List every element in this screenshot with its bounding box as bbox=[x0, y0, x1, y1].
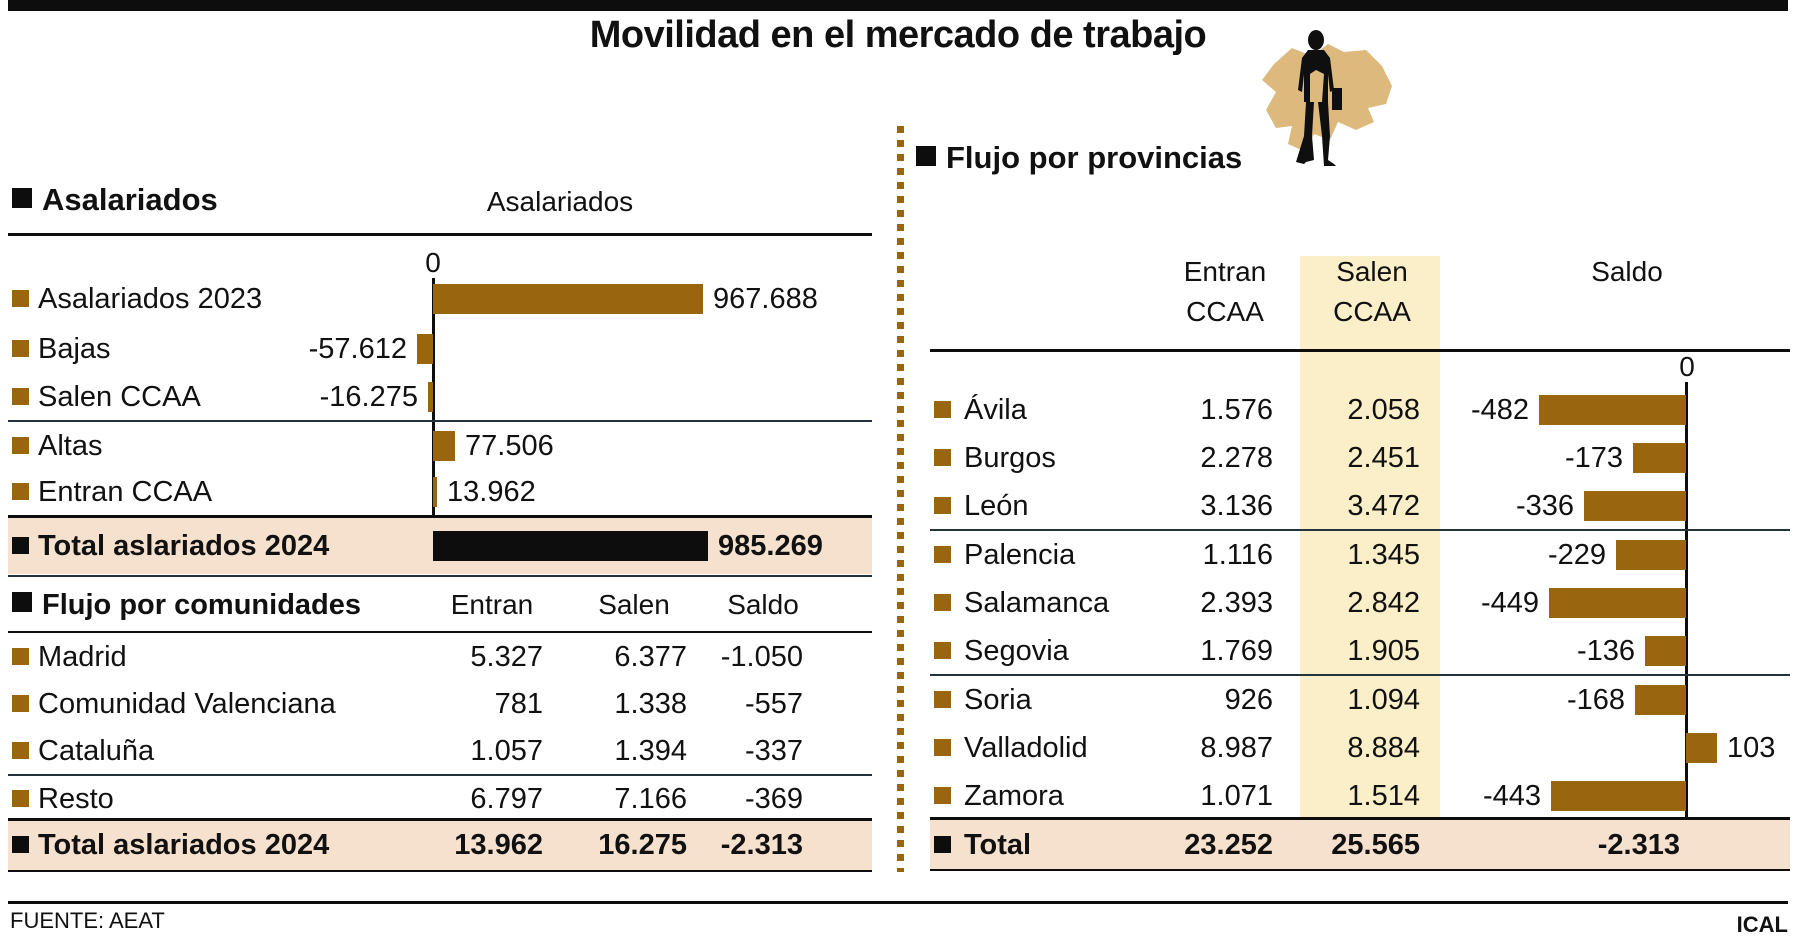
bar-value: -449 bbox=[1480, 587, 1539, 619]
row-bullet-icon bbox=[934, 449, 951, 466]
cell-saldo: -337 bbox=[744, 735, 803, 767]
cell-entran: 3.136 bbox=[1200, 490, 1273, 522]
bar-zamora bbox=[1551, 781, 1686, 811]
bar-bajas bbox=[417, 334, 433, 364]
rule bbox=[930, 674, 1790, 676]
row-bullet-icon bbox=[934, 836, 951, 853]
row-label: Segovia bbox=[964, 635, 1069, 667]
bar-value: 77.506 bbox=[465, 430, 554, 462]
left-section2-heading: Flujo por comunidades bbox=[42, 589, 362, 621]
left-chart-label: Asalariados bbox=[486, 186, 634, 217]
row-bullet-icon bbox=[12, 340, 29, 357]
row-bullet-icon bbox=[934, 787, 951, 804]
col-header-saldo: Saldo bbox=[1591, 256, 1663, 287]
left-section1-heading: Asalariados bbox=[42, 182, 218, 217]
cell-saldo: -557 bbox=[744, 688, 803, 720]
cell-entran: 2.393 bbox=[1200, 587, 1273, 619]
province-row bbox=[0, 538, 1796, 572]
cell-salen: 1.338 bbox=[614, 688, 687, 720]
cell-salen: 2.058 bbox=[1347, 394, 1420, 426]
rule bbox=[8, 575, 872, 577]
cell-salen: 25.565 bbox=[1331, 829, 1420, 861]
row-label: Palencia bbox=[964, 539, 1076, 571]
cell-entran: 1.576 bbox=[1200, 394, 1273, 426]
row-label: Bajas bbox=[38, 333, 111, 365]
col-header-salen: Salen bbox=[598, 589, 670, 620]
bar-salamanca bbox=[1549, 588, 1686, 618]
col-header-salen-ccaa-2: CCAA bbox=[1333, 296, 1411, 327]
col-header-entran-ccaa-2: CCAA bbox=[1186, 296, 1264, 327]
cell-entran: 1.116 bbox=[1202, 539, 1273, 571]
cell-salen: 7.166 bbox=[614, 783, 687, 815]
agency-credit: ICAL bbox=[1736, 912, 1788, 937]
rule bbox=[930, 349, 1790, 352]
row-label: Total aslariados 2024 bbox=[38, 829, 330, 861]
row-label: Altas bbox=[38, 430, 103, 462]
top-bar bbox=[8, 0, 1788, 11]
cell-salen: 6.377 bbox=[614, 641, 687, 673]
row-bullet-icon bbox=[934, 642, 951, 659]
left-axis-zero: 0 bbox=[425, 247, 441, 278]
cell-entran: 6.797 bbox=[470, 783, 543, 815]
rule bbox=[8, 631, 872, 633]
rule bbox=[8, 774, 872, 776]
chart-row bbox=[0, 282, 1796, 316]
bar-asalariados-2023 bbox=[433, 284, 703, 314]
province-total-row bbox=[0, 828, 1796, 862]
cell-entran: 8.987 bbox=[1200, 732, 1273, 764]
cell-saldo: -1.050 bbox=[720, 641, 803, 673]
bar-segovia bbox=[1645, 636, 1686, 666]
bar-leon bbox=[1584, 491, 1686, 521]
row-label: Valladolid bbox=[964, 732, 1088, 764]
bar-value: -57.612 bbox=[308, 333, 407, 365]
row-label: Entran CCAA bbox=[38, 476, 213, 508]
province-row bbox=[0, 683, 1796, 717]
rule bbox=[8, 233, 872, 236]
cell-entran: 781 bbox=[494, 688, 543, 720]
cell-entran: 1.057 bbox=[470, 735, 543, 767]
row-bullet-icon bbox=[934, 497, 951, 514]
bar-value: -336 bbox=[1515, 490, 1574, 522]
province-row bbox=[0, 634, 1796, 668]
cell-entran: 926 bbox=[1224, 684, 1273, 716]
source-credit: FUENTE: AEAT bbox=[10, 908, 165, 933]
row-label: Asalariados 2023 bbox=[38, 283, 263, 315]
right-axis-zero: 0 bbox=[1679, 351, 1695, 382]
bar-soria bbox=[1635, 685, 1686, 715]
col-header-entran-ccaa-1: Entran bbox=[1183, 256, 1267, 287]
col-header-entran: Entran bbox=[450, 589, 534, 620]
cell-entran: 13.962 bbox=[454, 829, 543, 861]
bar-value: 13.962 bbox=[447, 476, 536, 508]
bar-avila bbox=[1539, 395, 1686, 425]
row-label: Zamora bbox=[964, 780, 1064, 812]
cell-salen: 2.451 bbox=[1347, 442, 1420, 474]
province-row bbox=[0, 731, 1796, 765]
col-header-saldo: Saldo bbox=[727, 589, 799, 620]
page-title: Movilidad en el mercado de trabajo bbox=[589, 14, 1207, 56]
cell-salen: 1.094 bbox=[1347, 684, 1420, 716]
row-bullet-icon bbox=[934, 691, 951, 708]
row-label: Burgos bbox=[964, 442, 1056, 474]
bar-valladolid bbox=[1686, 733, 1717, 763]
cell-salen: 2.842 bbox=[1347, 587, 1420, 619]
province-row bbox=[0, 779, 1796, 813]
bar-value: 985.269 bbox=[718, 530, 823, 562]
row-label: Resto bbox=[38, 783, 114, 815]
bar-value: 967.688 bbox=[713, 283, 818, 315]
row-bullet-icon bbox=[934, 546, 951, 563]
bar-value: 103 bbox=[1727, 732, 1776, 764]
cell-entran: 23.252 bbox=[1184, 829, 1273, 861]
row-label: Total bbox=[964, 829, 1032, 861]
rule bbox=[930, 529, 1790, 531]
col-header-salen-ccaa-1: Salen bbox=[1336, 256, 1408, 287]
businessman-map-illustration bbox=[1240, 28, 1400, 170]
right-heading: Flujo por provincias bbox=[946, 140, 1243, 175]
bar-value: -136 bbox=[1576, 635, 1635, 667]
row-label: Salen CCAA bbox=[38, 381, 201, 413]
cell-entran: 2.278 bbox=[1200, 442, 1273, 474]
row-label: Salamanca bbox=[964, 587, 1110, 619]
row-label: Comunidad Valenciana bbox=[38, 688, 336, 720]
section-bullet-icon bbox=[12, 188, 32, 208]
row-bullet-icon bbox=[934, 594, 951, 611]
rule bbox=[8, 870, 872, 872]
cell-salen: 1.345 bbox=[1347, 539, 1420, 571]
row-bullet-icon bbox=[934, 739, 951, 756]
cell-saldo: -2.313 bbox=[1597, 829, 1680, 861]
bar-palencia bbox=[1616, 540, 1686, 570]
row-label: Madrid bbox=[38, 641, 127, 673]
cell-entran: 1.071 bbox=[1200, 780, 1273, 812]
cell-salen: 3.472 bbox=[1347, 490, 1420, 522]
section-bullet-icon bbox=[916, 146, 936, 166]
cell-salen: 8.884 bbox=[1347, 732, 1420, 764]
bar-value: -229 bbox=[1547, 539, 1606, 571]
bar-burgos bbox=[1633, 443, 1686, 473]
province-row bbox=[0, 441, 1796, 475]
bar-value: -16.275 bbox=[319, 381, 418, 413]
row-label: León bbox=[964, 490, 1029, 522]
cell-salen: 1.394 bbox=[614, 735, 687, 767]
row-label: Total aslariados 2024 bbox=[38, 530, 330, 562]
cell-saldo: -369 bbox=[744, 783, 803, 815]
bar-value: -168 bbox=[1566, 684, 1625, 716]
row-bullet-icon bbox=[934, 401, 951, 418]
cell-entran: 1.769 bbox=[1200, 635, 1273, 667]
row-bullet-icon bbox=[12, 290, 29, 307]
cell-entran: 5.327 bbox=[470, 641, 543, 673]
province-row bbox=[0, 489, 1796, 523]
bar-value: -482 bbox=[1470, 394, 1529, 426]
cell-salen: 1.905 bbox=[1347, 635, 1420, 667]
footer-rule bbox=[8, 901, 1788, 904]
row-label: Ávila bbox=[964, 394, 1027, 426]
row-label: Soria bbox=[964, 684, 1032, 716]
cell-saldo: -2.313 bbox=[720, 829, 803, 861]
cell-salen: 1.514 bbox=[1347, 780, 1420, 812]
row-label: Cataluña bbox=[38, 735, 155, 767]
cell-salen: 16.275 bbox=[598, 829, 687, 861]
province-row bbox=[0, 586, 1796, 620]
bar-value: -173 bbox=[1564, 442, 1623, 474]
province-row bbox=[0, 393, 1796, 427]
bar-value: -443 bbox=[1482, 780, 1541, 812]
rule bbox=[930, 869, 1790, 871]
